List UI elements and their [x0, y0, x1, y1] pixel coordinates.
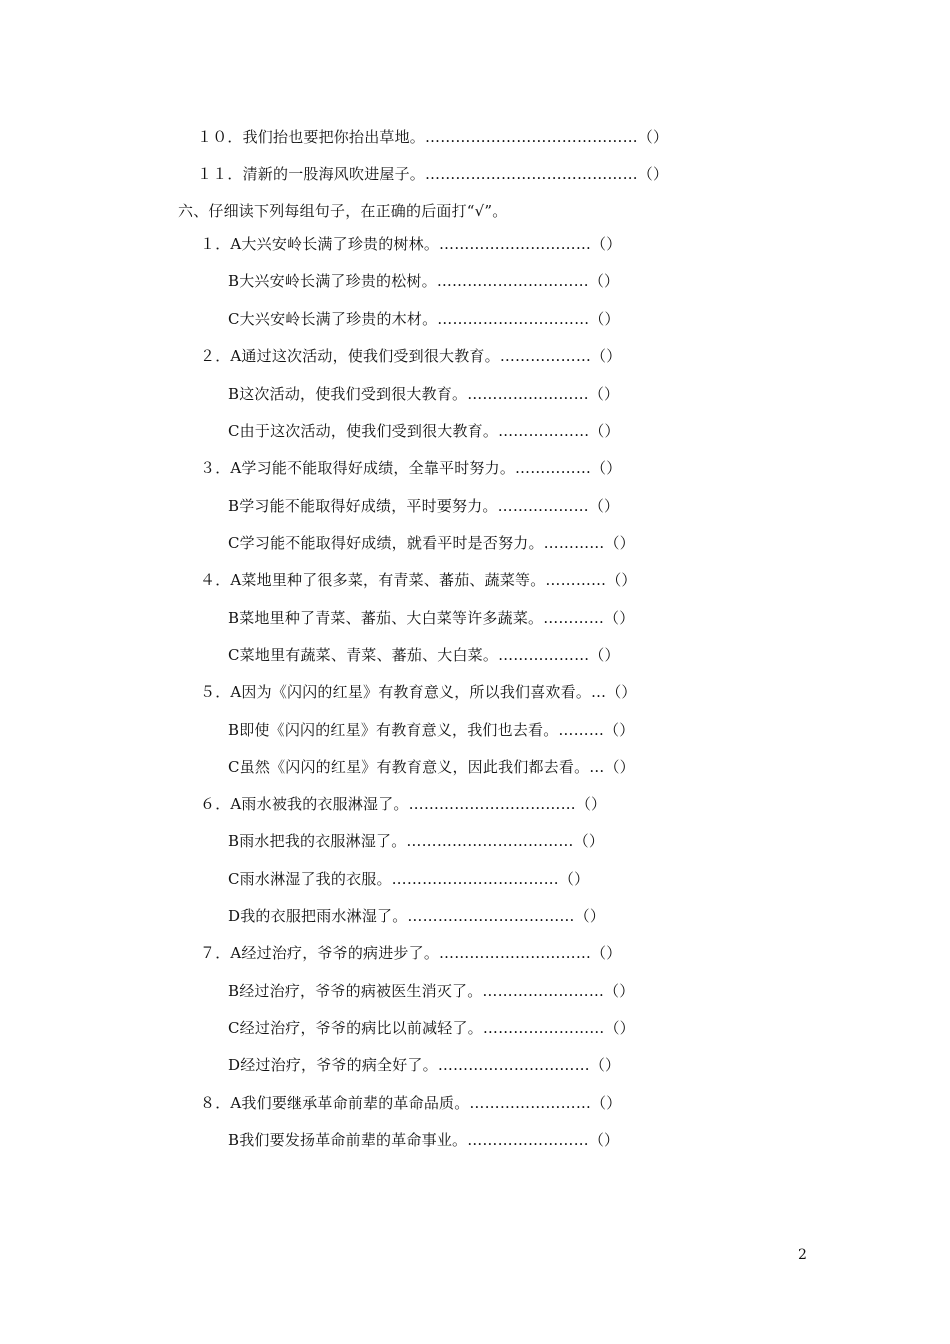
- q7-option-b: B经过治疗，爷爷的病被医生消灭了。……………………（）: [228, 982, 635, 1000]
- q1-option-a: １．A大兴安岭长满了珍贵的树林。…………………………（）: [200, 235, 622, 253]
- q1-option-b: B大兴安岭长满了珍贵的松树。…………………………（）: [228, 272, 620, 290]
- q7-option-c: C经过治疗，爷爷的病比以前减轻了。……………………（）: [228, 1019, 635, 1037]
- q2-option-b: B这次活动，使我们受到很大教育。……………………（）: [228, 385, 620, 403]
- q5-option-c: C虽然《闪闪的红星》有教育意义，因此我们都去看。…（）: [228, 758, 635, 776]
- q4-option-c: C菜地里有蔬菜、青菜、蕃茄、大白菜。………………（）: [228, 646, 620, 664]
- q6-option-c: C雨水淋湿了我的衣服。……………………………（）: [228, 870, 590, 888]
- page-number: 2: [798, 1247, 807, 1263]
- q6-option-d: D我的衣服把雨水淋湿了。……………………………（）: [228, 907, 606, 925]
- q7-option-d: D经过治疗，爷爷的病全好了。…………………………（）: [228, 1056, 621, 1074]
- q4-option-b: B菜地里种了青菜、蕃茄、大白菜等许多蔬菜。…………（）: [228, 609, 635, 627]
- q4-option-a: ４．A菜地里种了很多菜，有青菜、蕃茄、蔬菜等。…………（）: [200, 571, 637, 589]
- q1-option-c: C大兴安岭长满了珍贵的木材。…………………………（）: [228, 310, 620, 328]
- item-10: １０．我们抬也要把你抬出草地。……………………………………（）: [197, 128, 669, 146]
- q5-option-b: B即使《闪闪的红星》有教育意义，我们也去看。………（）: [228, 721, 635, 739]
- q3-option-a: ３．A学习能不能取得好成绩，全靠平时努力。……………（）: [200, 459, 622, 477]
- q6-option-a: ６．A雨水被我的衣服淋湿了。……………………………（）: [200, 795, 607, 813]
- q6-option-b: B雨水把我的衣服淋湿了。……………………………（）: [228, 832, 605, 850]
- q8-option-a: ８．A我们要继承革命前辈的革命品质。……………………（）: [200, 1094, 622, 1112]
- item-11: １１．清新的一股海风吹进屋子。……………………………………（）: [197, 165, 669, 183]
- section-6-heading: 六、仔细读下列每组句子，在正确的后面打“√”。: [178, 202, 508, 220]
- q7-option-a: ７．A经过治疗，爷爷的病进步了。…………………………（）: [200, 944, 622, 962]
- q8-option-b: B我们要发扬革命前辈的革命事业。……………………（）: [228, 1131, 620, 1149]
- q3-option-b: B学习能不能取得好成绩，平时要努力。………………（）: [228, 497, 620, 515]
- q2-option-c: C由于这次活动，使我们受到很大教育。………………（）: [228, 422, 620, 440]
- q2-option-a: ２．A通过这次活动，使我们受到很大教育。………………（）: [200, 347, 622, 365]
- q3-option-c: C学习能不能取得好成绩，就看平时是否努力。…………（）: [228, 534, 635, 552]
- q5-option-a: ５．A因为《闪闪的红星》有教育意义，所以我们喜欢看。…（）: [200, 683, 637, 701]
